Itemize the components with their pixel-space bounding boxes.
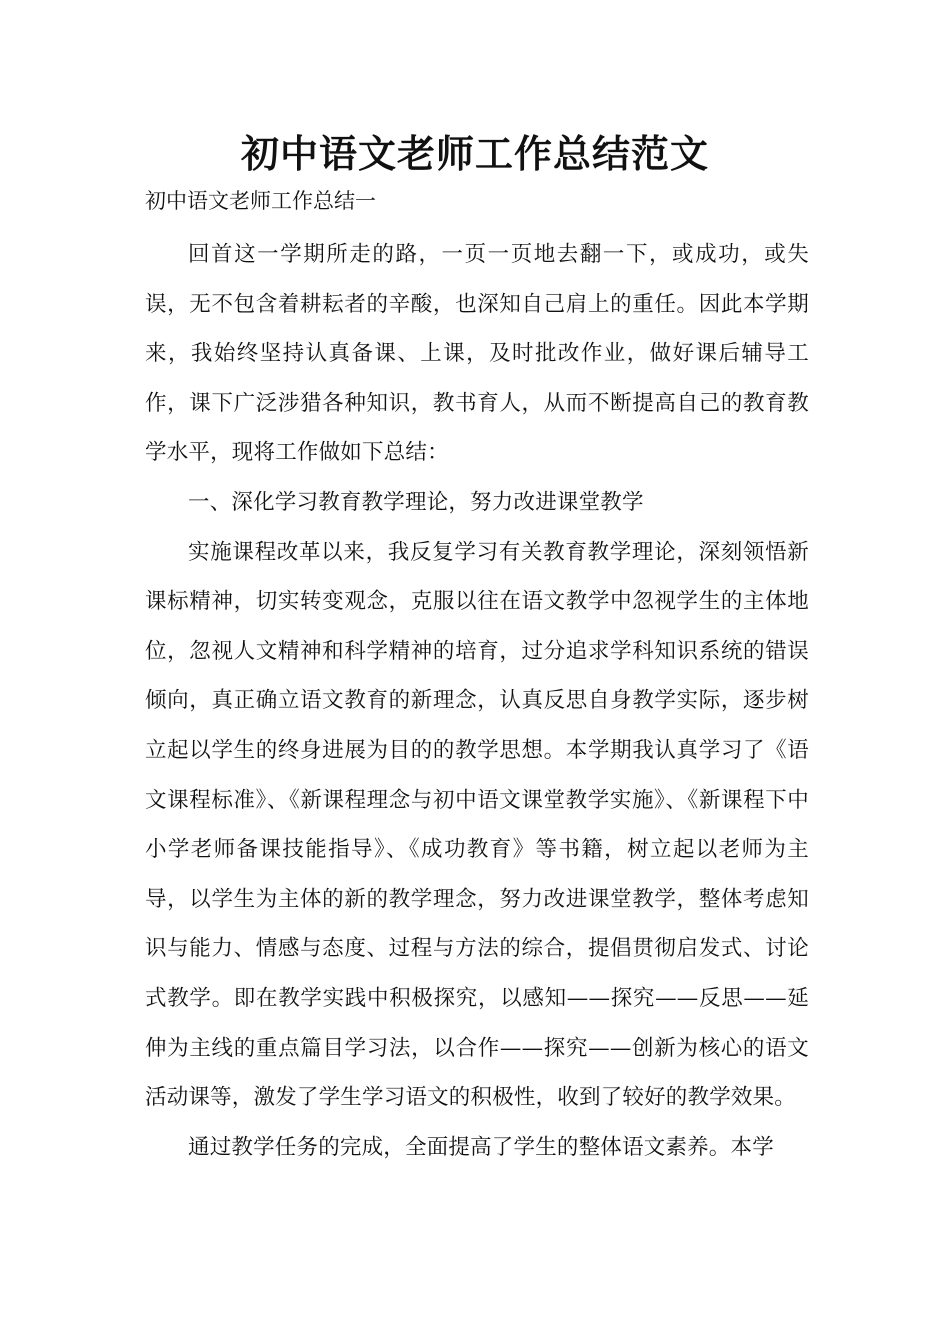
paragraph-section-1: 实施课程改革以来，我反复学习有关教育教学理论，深刻领悟新课标精神，切实转变观念，克服以往在语文教学中忽视学生的主体地位，忽视人文精神和科学精神的培育，过分追求学科知识系统的错误倾向，真正确立语文教育的新理念，认真反思自身教学实际，逐步树立起以学生的终身进展为目的的教学思想。本学期我认真学习了《语文课程标准》、《新课程理念与初中语文课堂教学实施》、《新课程下中小学老师备课技能指导》、《成功教育》等书籍，树立起以老师为主导，以学生为主体的新的教学理念，努力改进课堂教学，整体考虑知识与能力、情感与态度、过程与方法的综合，提倡贯彻启发式、讨论式教学。即在教学实践中积极探究，以感知——探究——反思——延伸为主线的重点篇目学习法，以合作——探究——创新为核心的语文活动课等，激发了学生学习语文的积极性，收到了较好的教学效果。 <box>145 539 809 1111</box>
section-heading-1: 一、深化学习教育教学理论，努力改进课堂教学 <box>188 489 644 515</box>
document-title: 初中语文老师工作总结范文 <box>240 131 709 176</box>
paragraph-continued: 通过教学任务的完成，全面提高了学生的整体语文素养。本学 <box>188 1134 774 1160</box>
paragraph-intro: 回首这一学期所走的路，一页一页地去翻一下，或成功，或失误，无不包含着耕耘者的辛酸，也深知自己肩上的重任。因此本学期来，我始终坚持认真备课、上课，及时批改作业，做好课后辅导工作，课下广泛涉猎各种知识，教书育人，从而不断提高自己的教育教学水平，现将工作做如下总结： <box>145 242 809 466</box>
document-subtitle: 初中语文老师工作总结一 <box>145 189 376 213</box>
document-body <box>145 230 809 1172</box>
